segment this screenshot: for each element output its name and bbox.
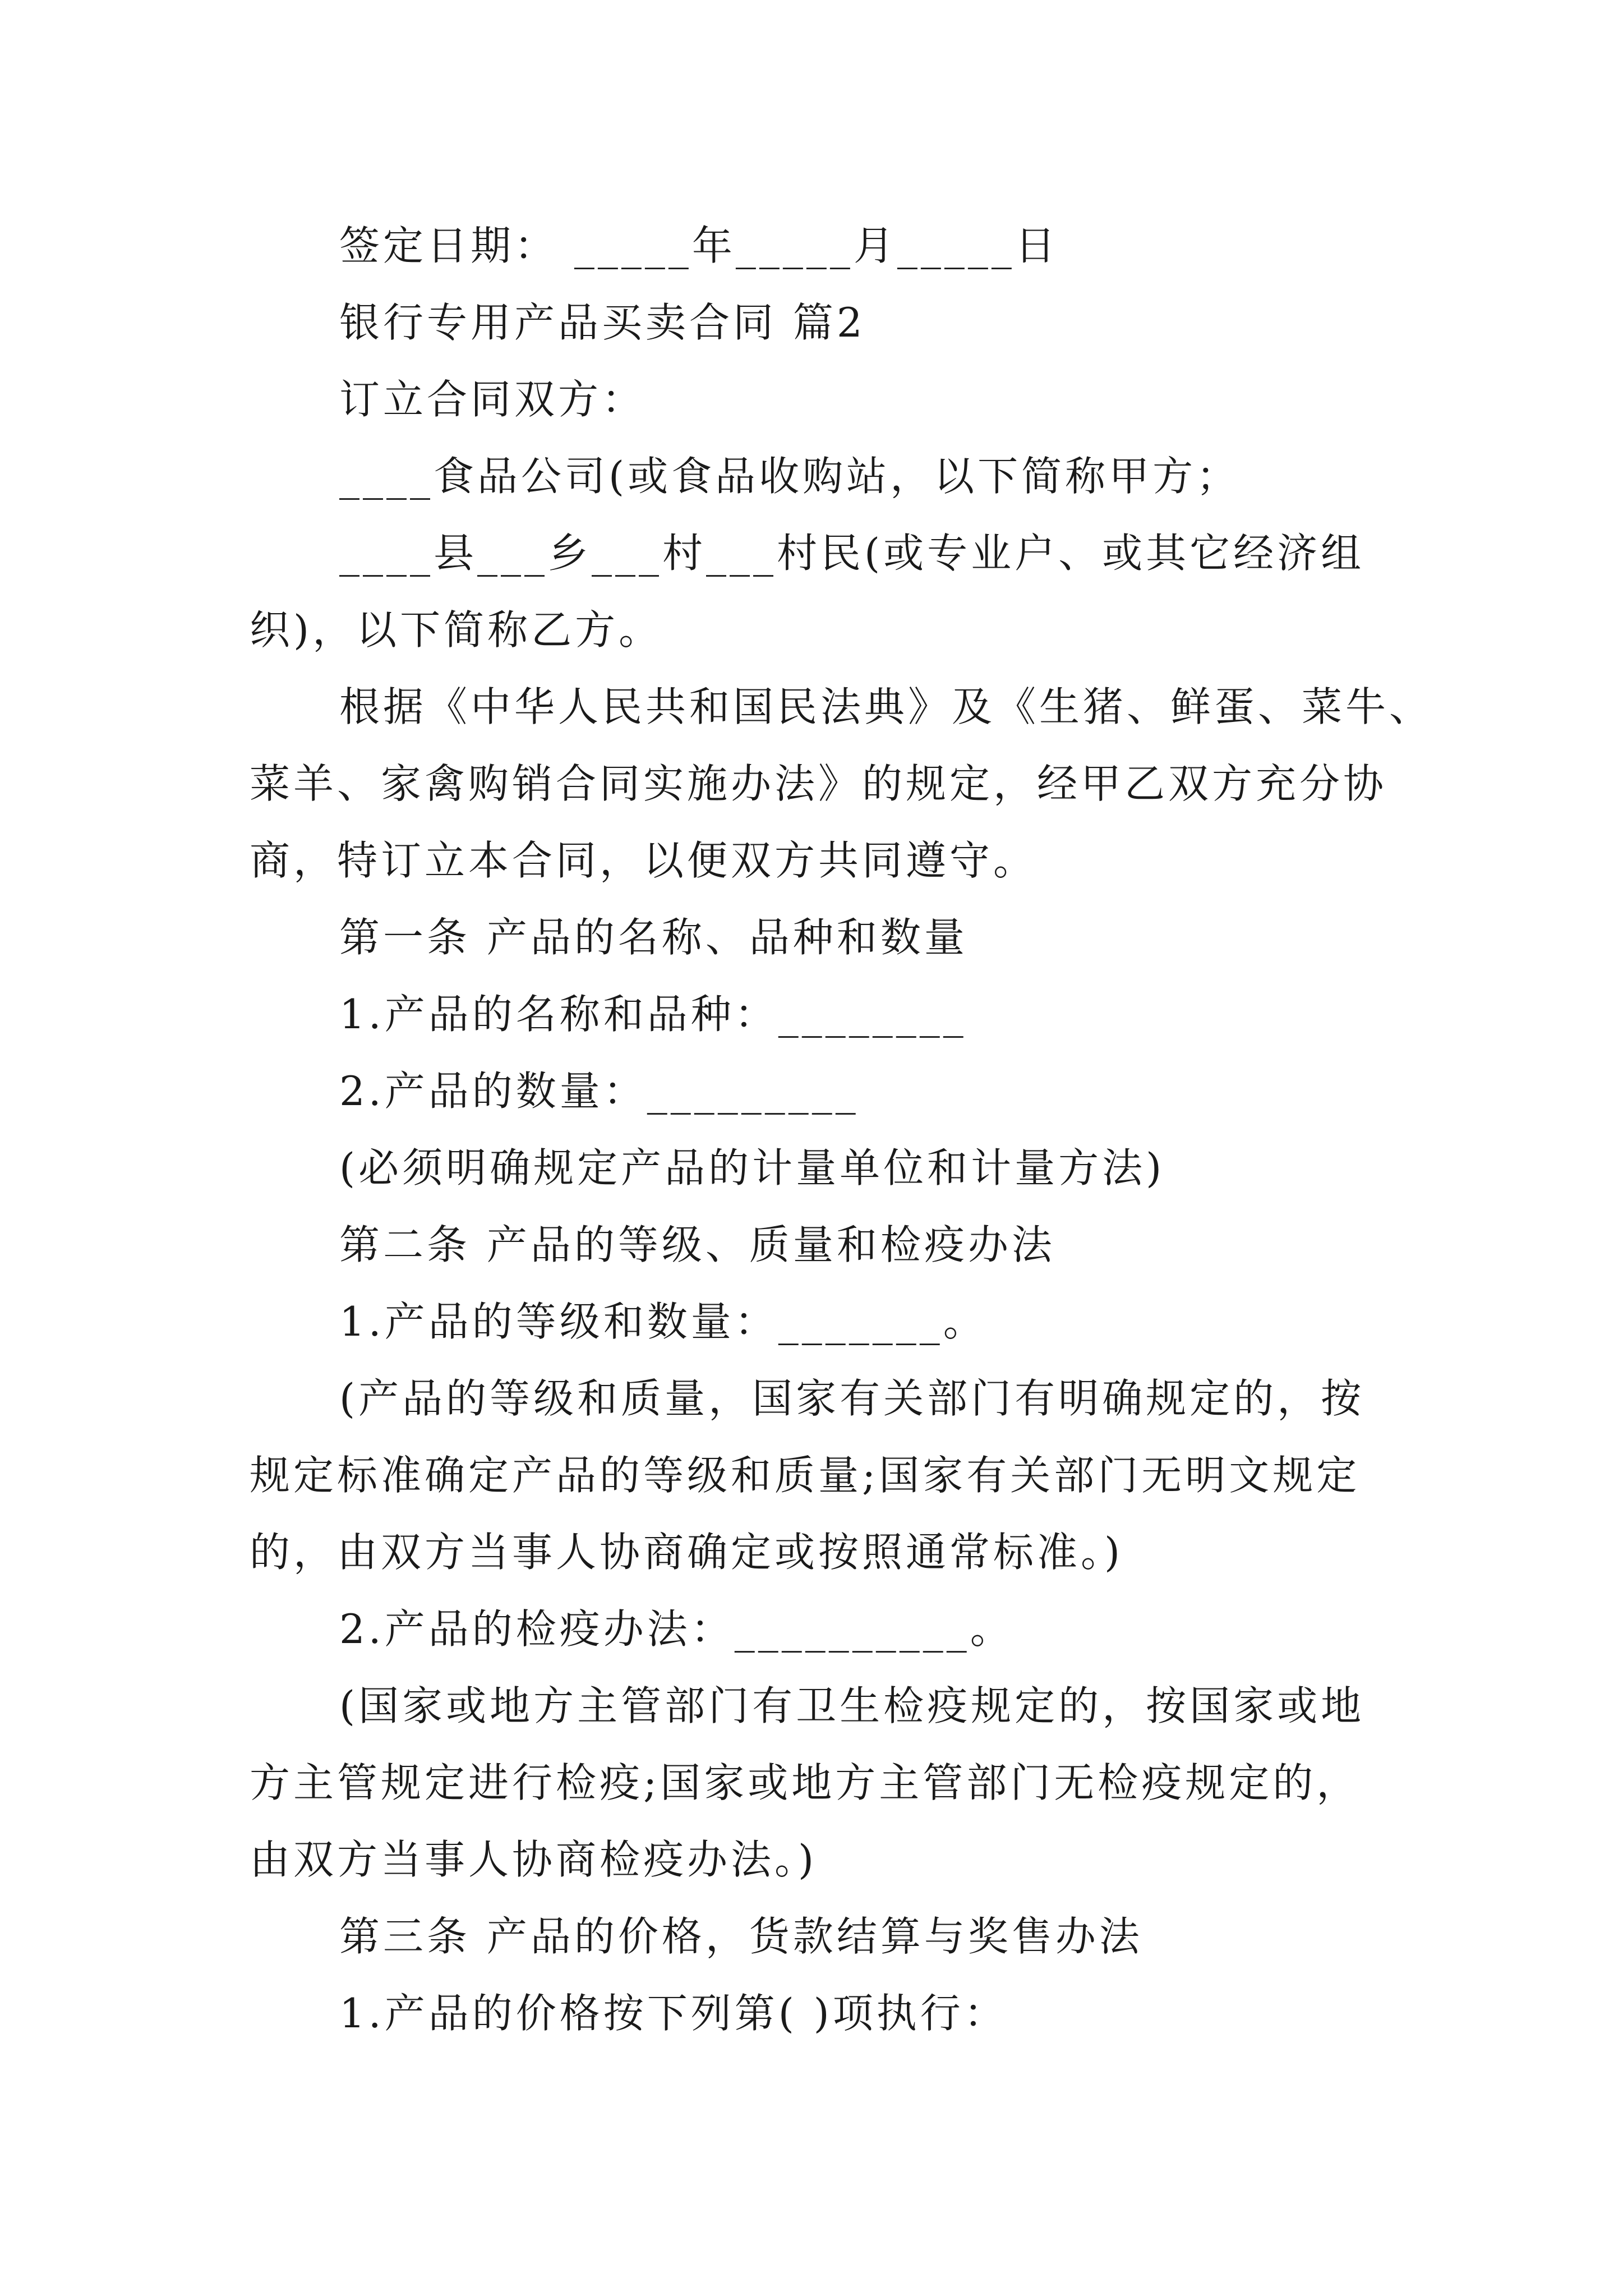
contract-title: 银行专用产品买卖合同 篇2 xyxy=(339,299,866,346)
article-1-item-1: 1.产品的名称和品种：________ xyxy=(339,991,967,1038)
article-2-note-2-line-3: 由双方当事人协商检疫办法。) xyxy=(250,1836,818,1883)
preamble-line-3: 商，特订立本合同，以便双方共同遵守。 xyxy=(250,837,1038,884)
article-2-note-1-line-2: 规定标准确定产品的等级和质量;国家有关部门无明文规定 xyxy=(250,1452,1361,1499)
article-2-item-2: 2.产品的检疫办法：__________。 xyxy=(339,1605,1014,1653)
article-1-item-2: 2.产品的数量：_________ xyxy=(339,1068,859,1115)
article-3-heading: 第三条 产品的价格，货款结算与奖售办法 xyxy=(339,1913,1143,1960)
preamble-line-2: 菜羊、家禽购销合同实施办法》的规定，经甲乙双方充分协 xyxy=(250,760,1387,807)
article-2-note-2-line-2: 方主管规定进行检疫;国家或地方主管部门无检疫规定的， xyxy=(250,1759,1361,1806)
article-2-heading: 第二条 产品的等级、质量和检疫办法 xyxy=(339,1221,1055,1268)
parties-heading: 订立合同双方： xyxy=(339,376,646,423)
preamble-line-1: 根据《中华人民共和国民法典》及《生猪、鲜蛋、菜牛、 xyxy=(339,683,1433,730)
signing-date-line: 签定日期： _____年_____月_____日 xyxy=(339,222,1059,269)
party-a-line: ____食品公司(或食品收购站，以下简称甲方； xyxy=(339,453,1241,500)
article-2-note-1-line-1: (产品的等级和质量，国家有关部门有明确规定的，按 xyxy=(339,1375,1365,1422)
article-1-note: (必须明确规定产品的计量单位和计量方法) xyxy=(339,1144,1165,1191)
article-3-item-1: 1.产品的价格按下列第( )项执行： xyxy=(339,1990,1008,2037)
article-2-note-1-line-3: 的，由双方当事人协商确定或按照通常标准。) xyxy=(250,1529,1124,1576)
party-b-line-continued: 织)，以下简称乙方。 xyxy=(250,606,663,654)
party-b-line: ____县___乡___村___村民(或专业户、或其它经济组 xyxy=(339,530,1365,577)
article-2-note-2-line-1: (国家或地方主管部门有卫生检疫规定的，按国家或地 xyxy=(339,1682,1365,1729)
article-1-heading: 第一条 产品的名称、品种和数量 xyxy=(339,914,968,961)
article-2-item-1: 1.产品的等级和数量：_______。 xyxy=(339,1298,987,1345)
